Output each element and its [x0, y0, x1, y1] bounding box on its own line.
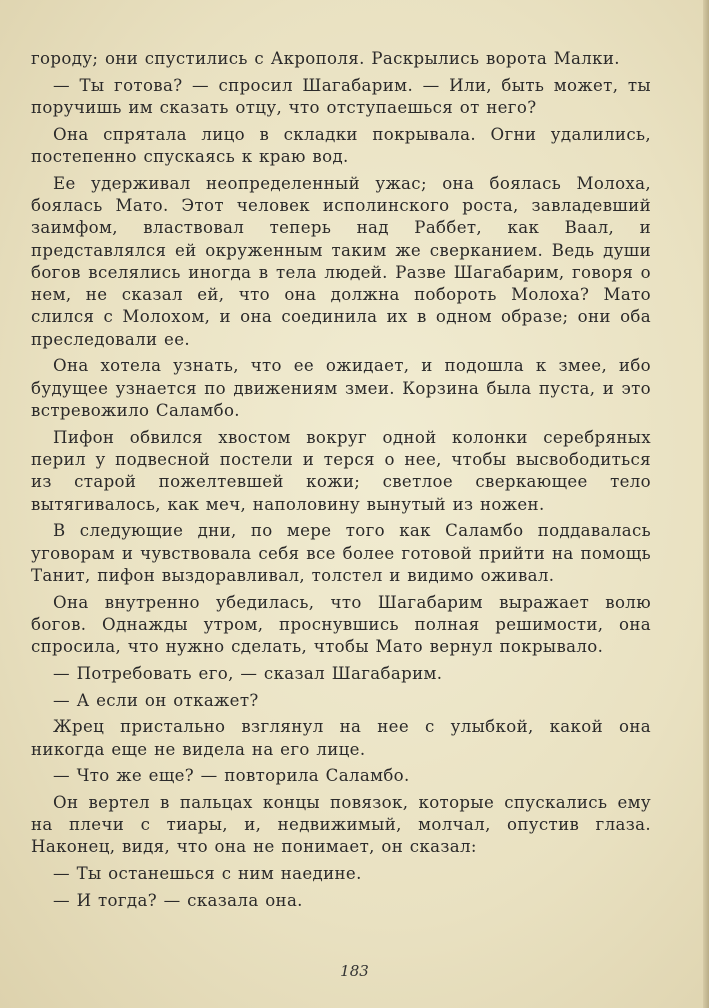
paragraph-1: городу; они спустились с Акрополя. Раскрылись ворота Малки.: [31, 49, 620, 68]
paragraph-2: — Ты готова? — спросил Шагабарим. — Или, быть может, ты поручишь им сказать отцу, что отступаешься от него?: [31, 75, 651, 117]
paragraph-13: Он вертел в пальцах концы повязок, которые спускались ему на плечи с тиары, и, недвижимый, молчал, опустив глаза. Наконец, видя, что она не понимает, он сказал:: [31, 792, 651, 857]
paragraph-10: — А если он откажет?: [53, 690, 259, 710]
paragraph-6: Пифон обвился хвостом вокруг одной колонки серебряных перил у подвесной постели и терся о нее, чтобы высвободиться из старой пожелтевшей кожи; светлое сверкающее тело вытягивалось, как меч, наполовину вынутый из ножен.: [31, 427, 651, 514]
paragraph-11: Жрец пристально взглянул на нее с улыбкой, какой она никогда еще не видела на его лице.: [31, 717, 651, 759]
paragraph-8: Она внутренно убедилась, что Шагабарим выражает волю богов. Однажды утром, проснувшись полная решимости, она спросила, что нужно сделать, чтобы Мато вернул покрывало.: [31, 592, 651, 657]
page-number: 183: [340, 962, 369, 980]
paragraph-15: — И тогда? — сказала она.: [53, 890, 303, 910]
page-edge: [703, 0, 709, 1008]
paragraph-4: Ее удерживал неопределенный ужас; она боялась Молоха, боялась Мато. Этот человек исполинского роста, завладевший заимфом, властвовал теперь над Раббет, как Ваал, и представлялся ей окруженным таким же сверканием. Ведь души богов вселялись иногда в тела людей. Разве Шагабарим, говоря о нем, не сказал ей, что она должна побороть Молоха? Мато слился с Молохом, и она соединила их в одном образе; они оба преследовали ее.: [31, 173, 651, 349]
paragraph-5: Она хотела узнать, что ее ожидает, и подошла к змее, ибо будущее узнается по движениям змеи. Корзина была пуста, и это встревожило Саламбо.: [31, 356, 651, 421]
paragraph-12: — Что же еще? — повторила Саламбо.: [53, 766, 410, 786]
page-text: [31, 48, 651, 917]
paragraph-14: — Ты останешься с ним наедине.: [53, 864, 362, 884]
paragraph-7: В следующие дни, по мере того как Саламбо поддавалась уговорам и чувствовала себя все более готовой прийти на помощь Танит, пифон выздоравливал, толстел и видимо оживал.: [31, 521, 651, 585]
paragraph-3: Она спрятала лицо в складки покрывала. Огни удалились, постепенно спускаясь к краю вод.: [31, 124, 651, 166]
paragraph-9: — Потребовать его, — сказал Шагабарим.: [53, 663, 443, 683]
